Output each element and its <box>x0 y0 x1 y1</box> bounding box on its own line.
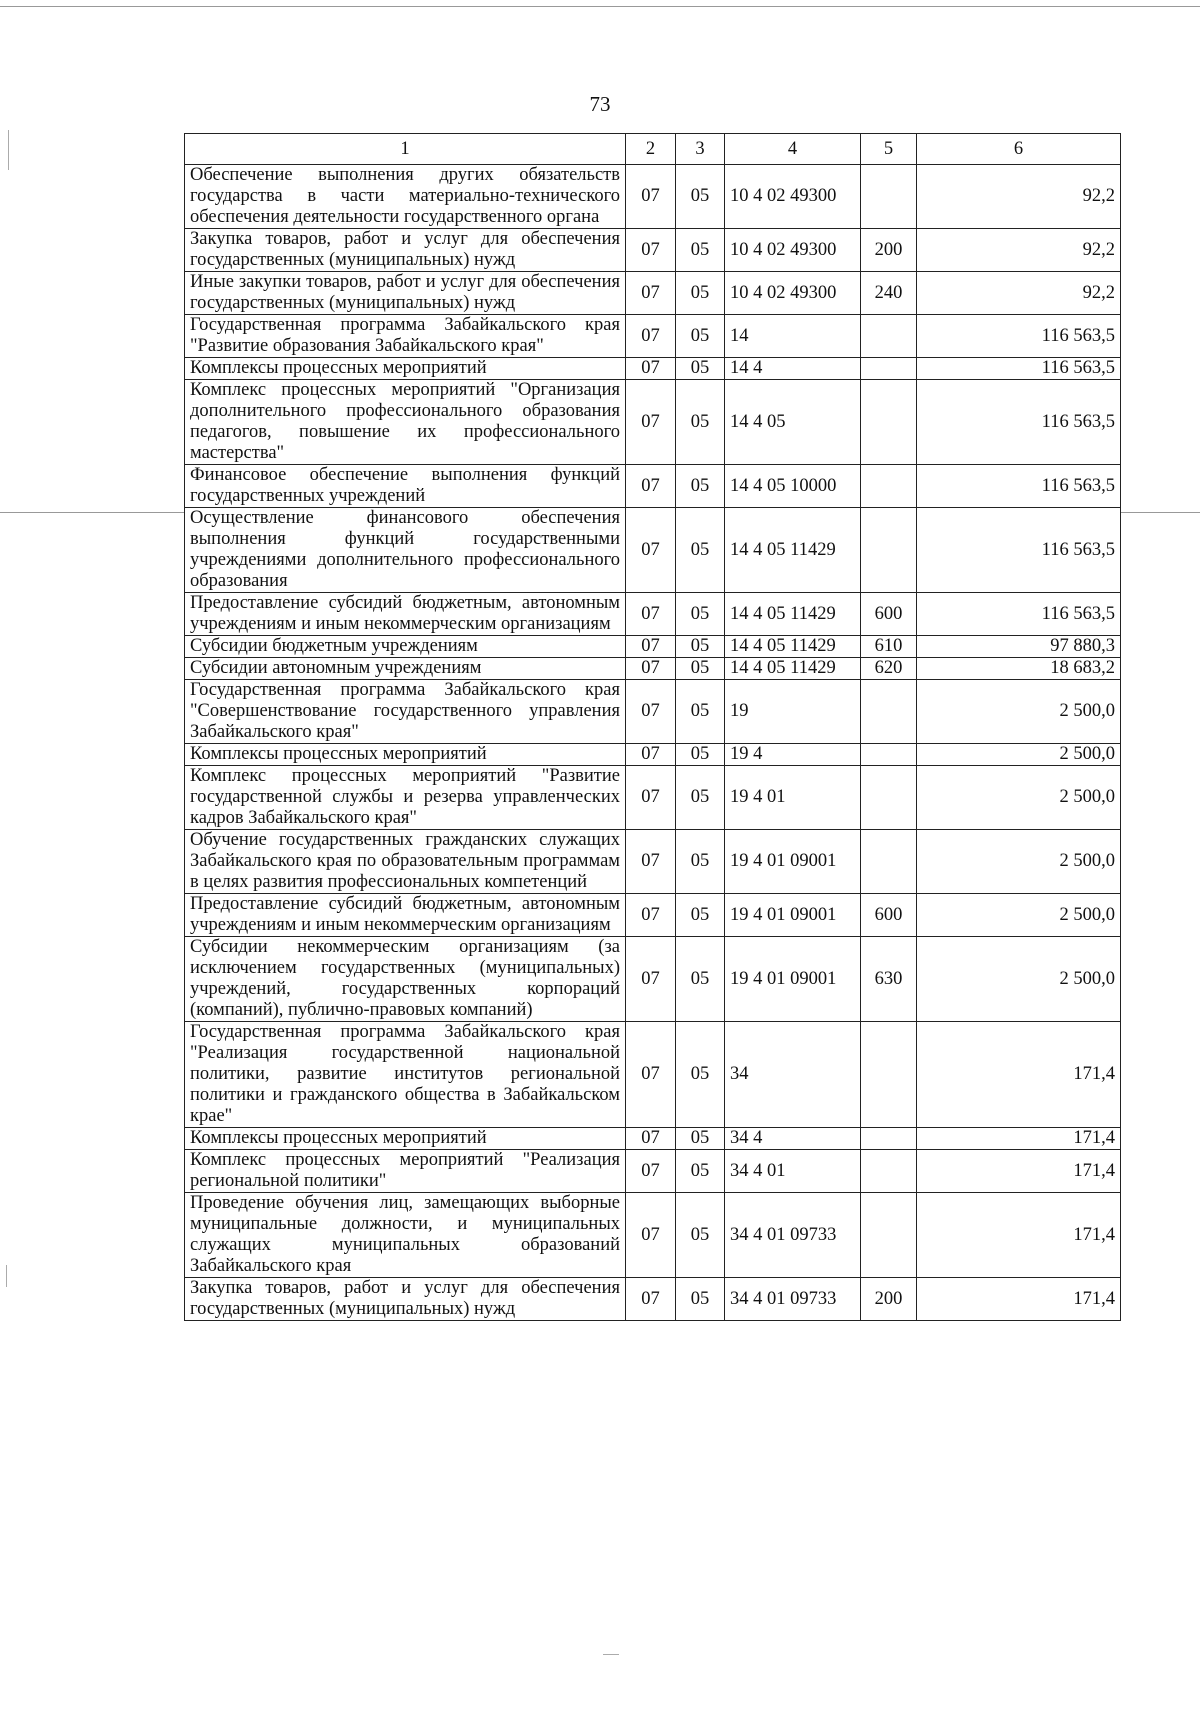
expense-type-cell <box>861 1150 917 1193</box>
table-row <box>185 593 1121 636</box>
expense-type-cell <box>861 830 917 894</box>
subsection-cell: 05 <box>676 744 725 766</box>
section-cell: 07 <box>626 358 676 380</box>
section-cell: 07 <box>626 593 676 636</box>
target-article-cell: 10 4 02 49300 <box>725 272 861 315</box>
table-row <box>185 165 1121 229</box>
subsection-cell: 05 <box>676 894 725 937</box>
row-name-cell: Государственная программа Забайкальского края "Совершенствование государственного управления Забайкальского края" <box>185 680 626 744</box>
expense-type-cell <box>861 465 917 508</box>
table-row <box>185 1278 1121 1321</box>
subsection-cell: 05 <box>676 465 725 508</box>
table-row <box>185 229 1121 272</box>
amount-cell: 171,4 <box>917 1128 1121 1150</box>
target-article-cell: 34 4 01 <box>725 1150 861 1193</box>
table-row <box>185 1128 1121 1150</box>
table-row <box>185 465 1121 508</box>
target-article-cell: 34 <box>725 1022 861 1128</box>
amount-cell: 171,4 <box>917 1022 1121 1128</box>
column-header: 5 <box>861 134 917 165</box>
subsection-cell: 05 <box>676 1193 725 1278</box>
amount-cell: 116 563,5 <box>917 358 1121 380</box>
scan-margin-mark <box>6 1265 7 1287</box>
section-cell: 07 <box>626 380 676 465</box>
amount-cell: 92,2 <box>917 229 1121 272</box>
column-header: 2 <box>626 134 676 165</box>
table-header-row <box>185 134 1121 165</box>
subsection-cell: 05 <box>676 636 725 658</box>
amount-cell: 171,4 <box>917 1278 1121 1321</box>
table-row <box>185 937 1121 1022</box>
target-article-cell: 19 4 01 09001 <box>725 830 861 894</box>
table-row <box>185 1193 1121 1278</box>
table-row <box>185 272 1121 315</box>
subsection-cell: 05 <box>676 680 725 744</box>
amount-cell: 18 683,2 <box>917 658 1121 680</box>
row-name-cell: Субсидии бюджетным учреждениям <box>185 636 626 658</box>
expense-type-cell <box>861 1193 917 1278</box>
expense-type-cell <box>861 508 917 593</box>
section-cell: 07 <box>626 744 676 766</box>
expense-type-cell: 240 <box>861 272 917 315</box>
subsection-cell: 05 <box>676 165 725 229</box>
section-cell: 07 <box>626 465 676 508</box>
section-cell: 07 <box>626 315 676 358</box>
expense-type-cell <box>861 165 917 229</box>
target-article-cell: 14 <box>725 315 861 358</box>
target-article-cell: 14 4 05 <box>725 380 861 465</box>
amount-cell: 171,4 <box>917 1150 1121 1193</box>
row-name-cell: Комплексы процессных мероприятий <box>185 1128 626 1150</box>
row-name-cell: Государственная программа Забайкальского края "Реализация государственной национальной политики, развитие институтов региональной политики и гражданского общества в Забайкальском крае" <box>185 1022 626 1128</box>
target-article-cell: 14 4 05 11429 <box>725 658 861 680</box>
table-row <box>185 358 1121 380</box>
section-cell: 07 <box>626 1022 676 1128</box>
subsection-cell: 05 <box>676 766 725 830</box>
target-article-cell: 34 4 <box>725 1128 861 1150</box>
amount-cell: 171,4 <box>917 1193 1121 1278</box>
expense-type-cell: 600 <box>861 593 917 636</box>
scan-bottom-mark <box>603 1654 619 1655</box>
section-cell: 07 <box>626 766 676 830</box>
table-row <box>185 894 1121 937</box>
target-article-cell: 14 4 05 11429 <box>725 593 861 636</box>
expense-type-cell: 620 <box>861 658 917 680</box>
target-article-cell: 34 4 01 09733 <box>725 1193 861 1278</box>
table-row <box>185 508 1121 593</box>
section-cell: 07 <box>626 272 676 315</box>
section-cell: 07 <box>626 658 676 680</box>
amount-cell: 116 563,5 <box>917 508 1121 593</box>
target-article-cell: 10 4 02 49300 <box>725 165 861 229</box>
table-row <box>185 636 1121 658</box>
row-name-cell: Проведение обучения лиц, замещающих выборные муниципальные должности, и муниципальных служащих муниципальных образований Забайкальского края <box>185 1193 626 1278</box>
amount-cell: 116 563,5 <box>917 465 1121 508</box>
section-cell: 07 <box>626 680 676 744</box>
row-name-cell: Обеспечение выполнения других обязательств государства в части материально-технического обеспечения деятельности государственного органа <box>185 165 626 229</box>
section-cell: 07 <box>626 1193 676 1278</box>
amount-cell: 2 500,0 <box>917 744 1121 766</box>
target-article-cell: 19 4 01 <box>725 766 861 830</box>
table-row <box>185 766 1121 830</box>
subsection-cell: 05 <box>676 830 725 894</box>
row-name-cell: Закупка товаров, работ и услуг для обеспечения государственных (муниципальных) нужд <box>185 1278 626 1321</box>
expense-type-cell: 200 <box>861 229 917 272</box>
section-cell: 07 <box>626 229 676 272</box>
amount-cell: 2 500,0 <box>917 830 1121 894</box>
section-cell: 07 <box>626 1128 676 1150</box>
amount-cell: 2 500,0 <box>917 937 1121 1022</box>
expense-type-cell: 600 <box>861 894 917 937</box>
subsection-cell: 05 <box>676 1278 725 1321</box>
subsection-cell: 05 <box>676 358 725 380</box>
table-row <box>185 680 1121 744</box>
section-cell: 07 <box>626 508 676 593</box>
expense-type-cell <box>861 744 917 766</box>
scan-fold-line-right <box>1120 512 1200 513</box>
subsection-cell: 05 <box>676 272 725 315</box>
table-row <box>185 658 1121 680</box>
row-name-cell: Комплексы процессных мероприятий <box>185 358 626 380</box>
subsection-cell: 05 <box>676 508 725 593</box>
target-article-cell: 19 4 01 09001 <box>725 894 861 937</box>
table-row <box>185 1150 1121 1193</box>
expense-type-cell: 630 <box>861 937 917 1022</box>
row-name-cell: Закупка товаров, работ и услуг для обеспечения государственных (муниципальных) нужд <box>185 229 626 272</box>
scan-top-edge-line <box>0 6 1200 7</box>
section-cell: 07 <box>626 937 676 1022</box>
expense-type-cell: 610 <box>861 636 917 658</box>
section-cell: 07 <box>626 165 676 229</box>
subsection-cell: 05 <box>676 593 725 636</box>
subsection-cell: 05 <box>676 380 725 465</box>
target-article-cell: 14 4 <box>725 358 861 380</box>
amount-cell: 2 500,0 <box>917 894 1121 937</box>
expense-type-cell <box>861 1128 917 1150</box>
amount-cell: 2 500,0 <box>917 766 1121 830</box>
target-article-cell: 14 4 05 11429 <box>725 636 861 658</box>
table-row <box>185 315 1121 358</box>
row-name-cell: Комплекс процессных мероприятий "Организация дополнительного профессионального образования педагогов, повышение их профессионального мастерства" <box>185 380 626 465</box>
column-header: 1 <box>185 134 626 165</box>
target-article-cell: 14 4 05 10000 <box>725 465 861 508</box>
page-number: 73 <box>589 92 611 116</box>
amount-cell: 92,2 <box>917 165 1121 229</box>
scan-fold-line <box>0 512 184 513</box>
expense-type-cell <box>861 1022 917 1128</box>
subsection-cell: 05 <box>676 1022 725 1128</box>
row-name-cell: Субсидии автономным учреждениям <box>185 658 626 680</box>
subsection-cell: 05 <box>676 658 725 680</box>
target-article-cell: 10 4 02 49300 <box>725 229 861 272</box>
section-cell: 07 <box>626 636 676 658</box>
row-name-cell: Иные закупки товаров, работ и услуг для обеспечения государственных (муниципальных) нужд <box>185 272 626 315</box>
section-cell: 07 <box>626 1278 676 1321</box>
amount-cell: 92,2 <box>917 272 1121 315</box>
subsection-cell: 05 <box>676 937 725 1022</box>
budget-table <box>184 133 1121 1321</box>
amount-cell: 116 563,5 <box>917 315 1121 358</box>
target-article-cell: 19 <box>725 680 861 744</box>
row-name-cell: Комплекс процессных мероприятий "Реализация региональной политики" <box>185 1150 626 1193</box>
row-name-cell: Обучение государственных гражданских служащих Забайкальского края по образовательным программам в целях развития профессиональных компетенций <box>185 830 626 894</box>
column-header: 6 <box>917 134 1121 165</box>
table-row <box>185 1022 1121 1128</box>
subsection-cell: 05 <box>676 315 725 358</box>
section-cell: 07 <box>626 894 676 937</box>
table-row <box>185 380 1121 465</box>
target-article-cell: 19 4 <box>725 744 861 766</box>
row-name-cell: Финансовое обеспечение выполнения функций государственных учреждений <box>185 465 626 508</box>
subsection-cell: 05 <box>676 229 725 272</box>
scan-margin-mark <box>8 130 9 170</box>
column-header: 4 <box>725 134 861 165</box>
expense-type-cell <box>861 358 917 380</box>
amount-cell: 97 880,3 <box>917 636 1121 658</box>
row-name-cell: Предоставление субсидий бюджетным, автономным учреждениям и иным некоммерческим организациям <box>185 894 626 937</box>
expense-type-cell: 200 <box>861 1278 917 1321</box>
row-name-cell: Комплексы процессных мероприятий <box>185 744 626 766</box>
expense-type-cell <box>861 315 917 358</box>
target-article-cell: 19 4 01 09001 <box>725 937 861 1022</box>
amount-cell: 116 563,5 <box>917 593 1121 636</box>
target-article-cell: 14 4 05 11429 <box>725 508 861 593</box>
row-name-cell: Предоставление субсидий бюджетным, автономным учреждениям и иным некоммерческим организациям <box>185 593 626 636</box>
table-row <box>185 744 1121 766</box>
column-header: 3 <box>676 134 725 165</box>
expense-type-cell <box>861 380 917 465</box>
amount-cell: 116 563,5 <box>917 380 1121 465</box>
row-name-cell: Государственная программа Забайкальского края "Развитие образования Забайкальского края" <box>185 315 626 358</box>
subsection-cell: 05 <box>676 1128 725 1150</box>
subsection-cell: 05 <box>676 1150 725 1193</box>
amount-cell: 2 500,0 <box>917 680 1121 744</box>
expense-type-cell <box>861 680 917 744</box>
section-cell: 07 <box>626 1150 676 1193</box>
row-name-cell: Осуществление финансового обеспечения выполнения функций государственными учреждениями дополнительного профессионального образования <box>185 508 626 593</box>
row-name-cell: Комплекс процессных мероприятий "Развитие государственной службы и резерва управленческих кадров Забайкальского края" <box>185 766 626 830</box>
table-row <box>185 830 1121 894</box>
section-cell: 07 <box>626 830 676 894</box>
row-name-cell: Субсидии некоммерческим организациям (за исключением государственных (муниципальных) учреждений, государственных корпораций (компаний), публично-правовых компаний) <box>185 937 626 1022</box>
target-article-cell: 34 4 01 09733 <box>725 1278 861 1321</box>
expense-type-cell <box>861 766 917 830</box>
